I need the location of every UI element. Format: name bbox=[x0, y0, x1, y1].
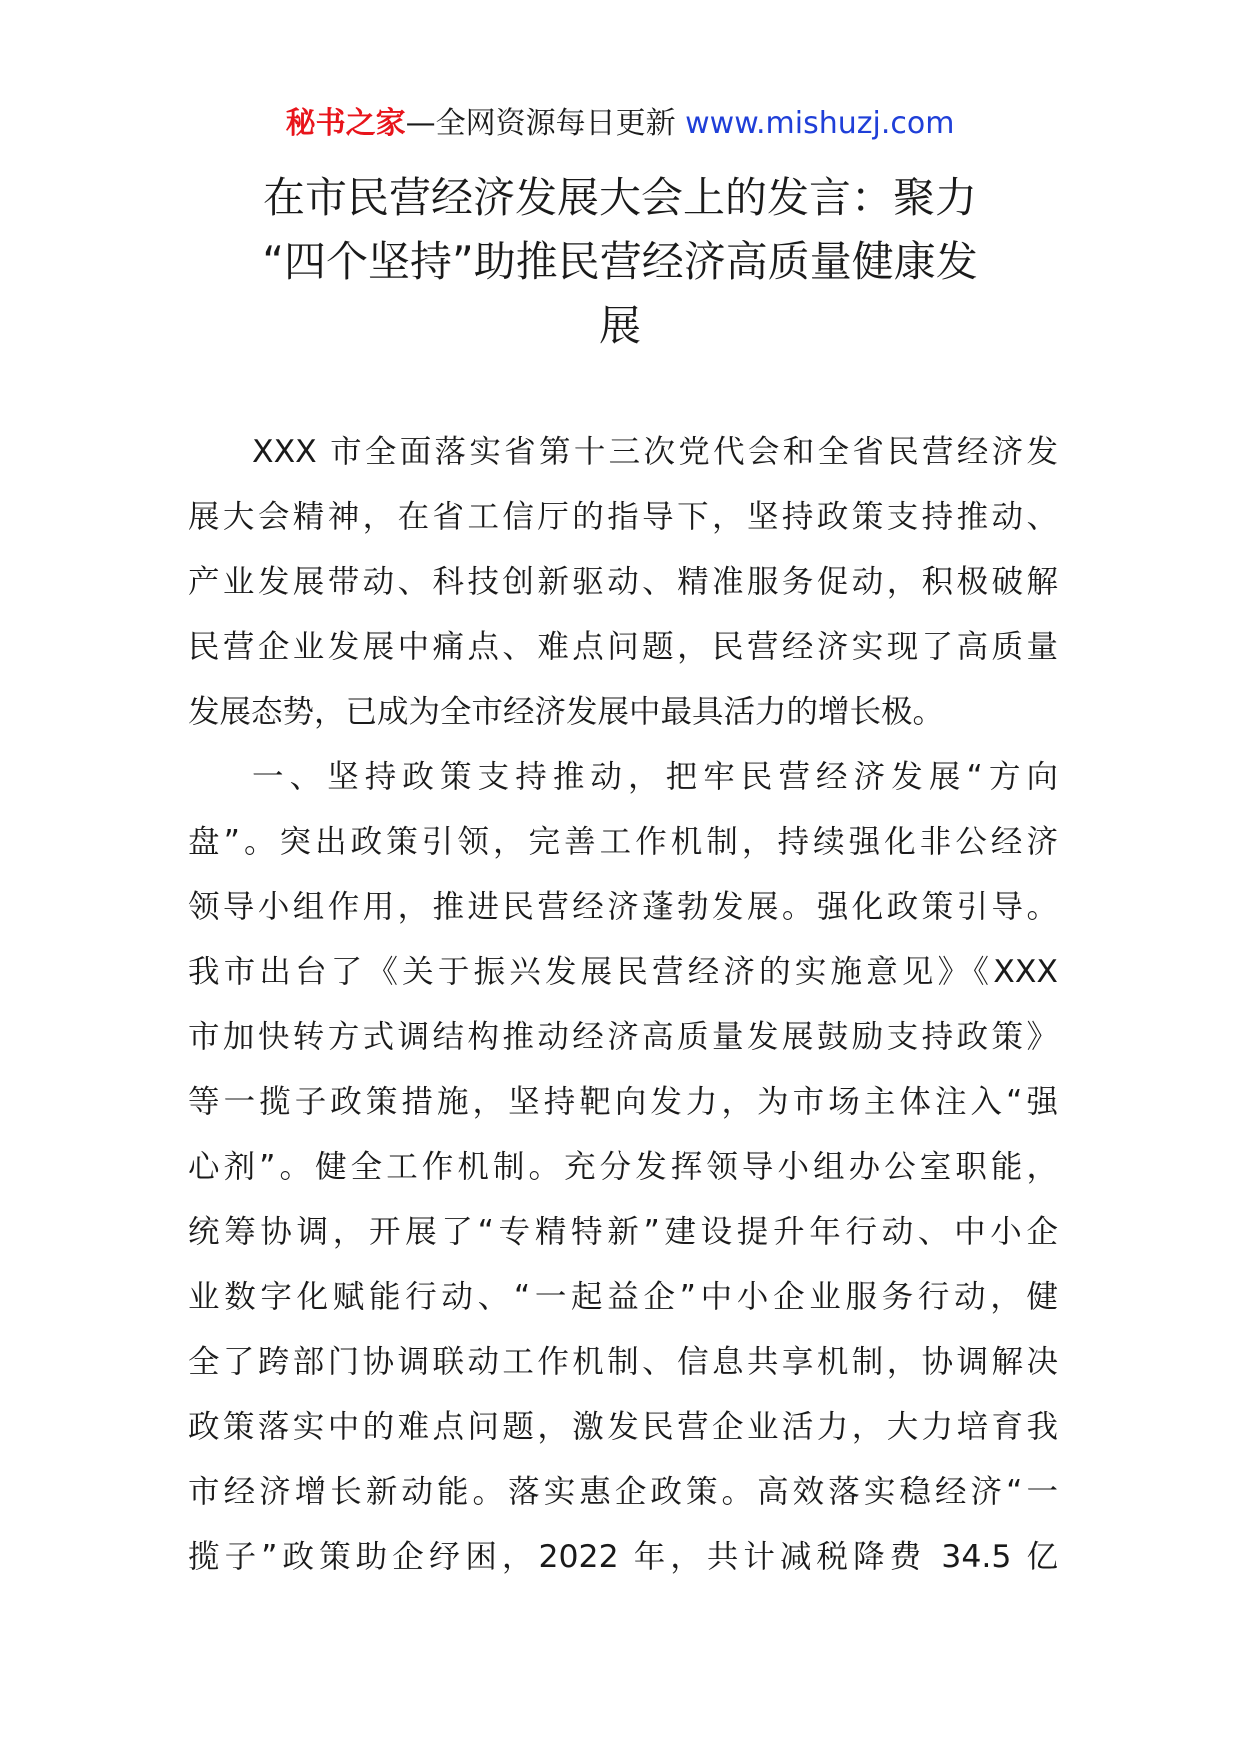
body-line: 统筹协调，开展了“专精特新”建设提升年行动、中小企 bbox=[188, 1214, 1058, 1250]
brand-name: 秘书之家 bbox=[285, 106, 406, 141]
body-line: 揽子”政策助企纾困，2022 年，共计减税降费 34.5 亿 bbox=[188, 1539, 1058, 1575]
section-heading-line: 一、坚持政策支持推动，把牢民营经济发展“方向 bbox=[252, 759, 1058, 795]
body-line: 市加快转方式调结构推动经济高质量发展鼓励支持政策》 bbox=[188, 1019, 1058, 1055]
body-line: 业数字化赋能行动、“一起益企”中小企业服务行动，健 bbox=[188, 1279, 1058, 1315]
site-url[interactable]: www.mishuzj.com bbox=[685, 106, 955, 141]
body-line: 民营企业发展中痛点、难点问题，民营经济实现了高质量 bbox=[188, 629, 1058, 665]
body-line: 心剂”。健全工作机制。充分发挥领导小组办公室职能， bbox=[188, 1149, 1058, 1185]
body-line: 领导小组作用，推进民营经济蓬勃发展。强化政策引导。 bbox=[188, 889, 1058, 925]
body-line: 盘”。突出政策引领，完善工作机制，持续强化非公经济 bbox=[188, 824, 1058, 860]
title-line: 展 bbox=[598, 301, 641, 350]
document-title bbox=[190, 166, 1050, 358]
body-line: 我市出台了《关于振兴发展民营经济的实施意见》《XXX bbox=[188, 954, 1058, 990]
body-line: 全了跨部门协调联动工作机制、信息共享机制，协调解决 bbox=[188, 1344, 1058, 1380]
body-line: 发展态势，已成为全市经济发展中最具活力的增长极。 bbox=[188, 694, 945, 730]
site-header bbox=[0, 100, 1240, 148]
body-line: 等一揽子政策措施，坚持靶向发力，为市场主体注入“强 bbox=[188, 1084, 1058, 1120]
body-line: 政策落实中的难点问题，激发民营企业活力，大力培育我 bbox=[188, 1409, 1058, 1445]
document-body bbox=[188, 420, 1058, 1590]
title-line: 在市民营经济发展大会上的发言：聚力 bbox=[262, 173, 977, 222]
header-tagline: —全网资源每日更新 bbox=[405, 106, 686, 141]
body-line: 展大会精神，在省工信厅的指导下，坚持政策支持推动、 bbox=[188, 499, 1058, 535]
body-line: XXX 市全面落实省第十三次党代会和全省民营经济发 bbox=[252, 434, 1058, 470]
body-line: 产业发展带动、科技创新驱动、精准服务促动，积极破解 bbox=[188, 564, 1058, 600]
title-line: “四个坚持”助推民营经济高质量健康发 bbox=[262, 237, 978, 286]
body-line: 市经济增长新动能。落实惠企政策。高效落实稳经济“一 bbox=[188, 1474, 1058, 1510]
